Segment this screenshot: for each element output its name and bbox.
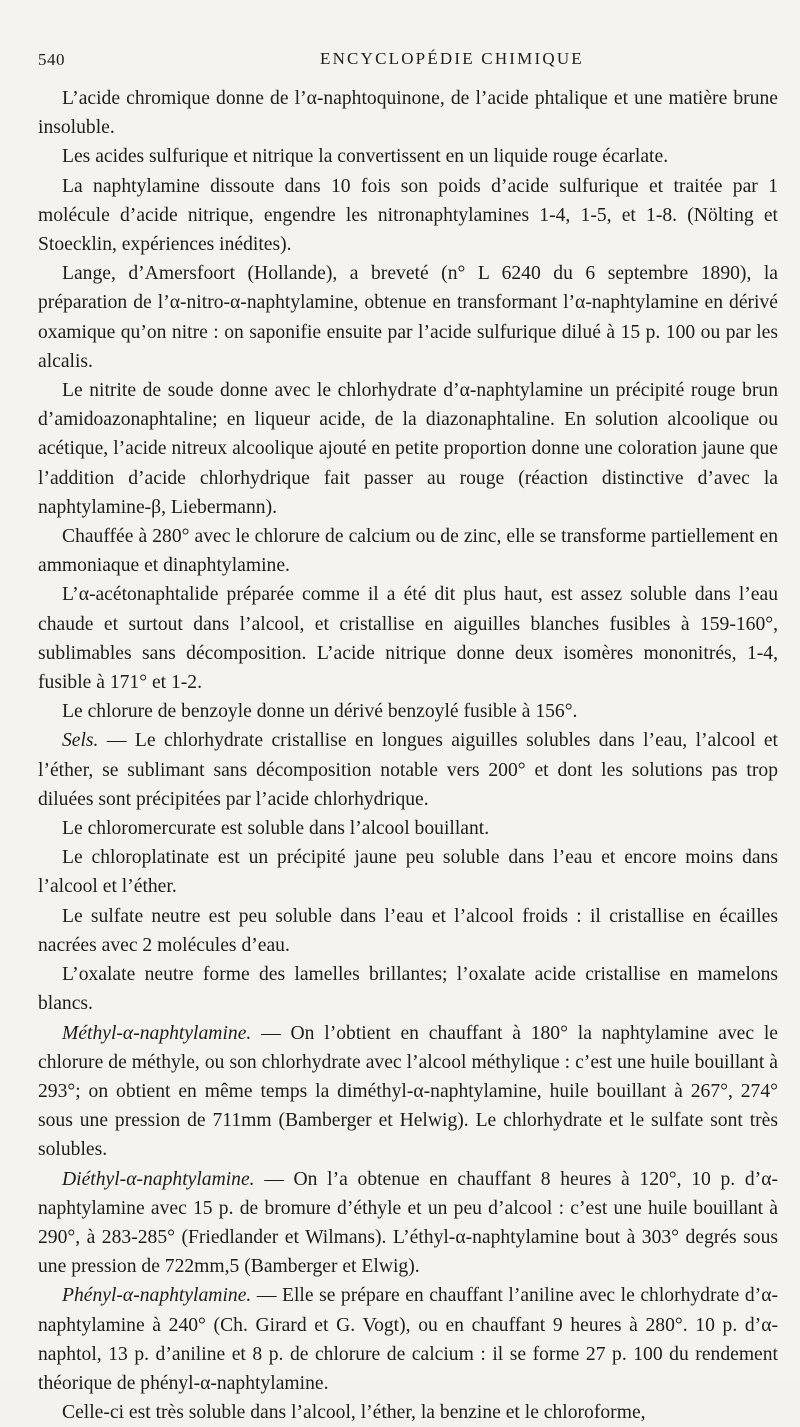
body-text bbox=[38, 84, 778, 1427]
paragraph bbox=[38, 843, 778, 901]
paragraph bbox=[38, 1398, 778, 1427]
paragraph-text: Celle-ci est très soluble dans l’alcool, l’éther, la benzine et le chloroforme, bbox=[62, 1402, 646, 1424]
paragraph-text: Le chloroplatinate est un précipité jaune peu soluble dans l’eau et encore moins dans l’alcool et l’éther. bbox=[38, 847, 778, 898]
paragraph-text: Le nitrite de soude donne avec le chlorhydrate d’α-naphtylamine un précipité rouge brun d’amidoazonaphtaline; en liqueur acide, de la diazonaphtaline. En solution alcoolique ou acétique, l’acide nitreux alcoolique ajouté en petite proportion donne une coloration jaune que l’addition d’acide chlorhydrique fait passer au rouge (réaction distinctive d’avec la naphtylamine-β, Liebermann). bbox=[38, 380, 778, 518]
paragraph-text: Les acides sulfurique et nitrique la convertissent en un liquide rouge écarlate. bbox=[62, 146, 669, 168]
running-head: ENCYCLOPÉDIE CHIMIQUE bbox=[320, 49, 584, 68]
paragraph bbox=[38, 522, 778, 580]
paragraph bbox=[38, 172, 778, 260]
paragraph bbox=[38, 697, 778, 726]
paragraph bbox=[38, 580, 778, 697]
paragraph bbox=[38, 376, 778, 522]
paragraph-text: Le sulfate neutre est peu soluble dans l’eau et l’alcool froids : il cristallise en écailles nacrées avec 2 molécules d’eau. bbox=[38, 905, 778, 956]
paragraph bbox=[38, 960, 778, 1018]
page-number: 540 bbox=[38, 50, 65, 69]
paragraph-text: Lange, d’Amersfoort (Hollande), a breveté (n° L 6240 du 6 septembre 1890), la préparation de l’α-nitro-α-naphtylamine, obtenue en transformant l’α-naphtylamine en dérivé oxamique qu’on nitre : on saponifie ensuite par l’acide sulfurique dilué à 15 p. 100 ou par les alcalis. bbox=[38, 263, 778, 372]
paragraph-text: L’α-acétonaphtalide préparée comme il a été dit plus haut, est assez soluble dans l’eau chaude et surtout dans l’alcool, et cristallise en aiguilles blanches fusibles à 159-160°, sublimables sans décomposition. L’acide nitrique donne deux isomères mononitrés, 1-4, fusible à 171° et 1-2. bbox=[38, 584, 778, 694]
paragraph-text: — Elle se prépare en chauffant l’aniline avec le chlorhydrate d’α-naphtylamine à 240° (Ch. Girard et G. Vogt), ou en chauffant 9 heures à 280°. 10 p. d’α-naphtol, 13 p. d’aniline et 8 p. de chlorure de calcium : il se forme 27 p. 100 du rendement théorique de phényl-α-naphtylamine. bbox=[38, 1285, 778, 1394]
paragraph-diethyl bbox=[38, 1165, 778, 1282]
paragraph bbox=[38, 142, 778, 171]
paragraph-text: Chauffée à 280° avec le chlorure de calcium ou de zinc, elle se transforme partiellement en ammoniaque et dinaphtylamine. bbox=[38, 526, 778, 577]
paragraph bbox=[38, 84, 778, 142]
paragraph-text: — On l’obtient en chauffant à 180° la naphtylamine avec le chlorure de méthyle, ou son chlorhydrate avec l’alcool méthylique : c’est une huile bouillant à 293°; on obtient en même temps la diméthyl-α-naphtylamine, huile bouillant à 267°, 274° sous une pression de 711mm (Bamberger et Helwig). Le chlorhydrate et le sulfate sont très solubles. bbox=[38, 1022, 778, 1161]
paragraph bbox=[38, 814, 778, 843]
paragraph-text: — On l’a obtenue en chauffant 8 heures à 120°, 10 p. d’α-naphtylamine avec 15 p. de bromure d’éthyle et un peu d’alcool : c’est une huile bouillant à 290°, à 283-285° (Friedlander et Wilmans). L’éthyl-α-naphtylamine bout à 303° degrés sous une pression de 722mm,5 (Bamberger et Elwig). bbox=[38, 1168, 778, 1278]
paragraph-text: — Le chlorhydrate cristallise en longues aiguilles solubles dans l’eau, l’alcool et l’éther, se sublimant sans décomposition notable vers 200° et dont les solutions pas trop diluées sont précipitées par l’acide chlorhydrique. bbox=[38, 730, 778, 810]
paragraph bbox=[38, 902, 778, 960]
section-lead-phenyl: Phényl-α-naphtylamine. bbox=[62, 1285, 252, 1307]
section-lead-diethyl: Diéthyl-α-naphtylamine. bbox=[62, 1168, 255, 1190]
paragraph-methyl bbox=[38, 1019, 778, 1165]
paragraph-text: L’acide chromique donne de l’α-naphtoquinone, de l’acide phtalique et une matière brune insoluble. bbox=[38, 88, 778, 139]
paragraph-text: La naphtylamine dissoute dans 10 fois son poids d’acide sulfurique et traitée par 1 molécule d’acide nitrique, engendre les nitronaphtylamines 1-4, 1-5, et 1-8. (Nölting et Stoecklin, expériences inédites). bbox=[38, 175, 778, 256]
paragraph bbox=[38, 259, 778, 376]
paragraph-text: Le chlorure de benzoyle donne un dérivé benzoylé fusible à 156°. bbox=[62, 701, 578, 723]
page-header bbox=[38, 44, 778, 74]
paragraph-sels bbox=[38, 726, 778, 814]
paragraph-text: L’oxalate neutre forme des lamelles brillantes; l’oxalate acide cristallise en mamelons blancs. bbox=[38, 964, 778, 1015]
section-lead-sels: Sels. bbox=[62, 730, 99, 752]
section-lead-methyl: Méthyl-α-naphtylamine. bbox=[62, 1022, 252, 1044]
paragraph-text: Le chloromercurate est soluble dans l’alcool bouillant. bbox=[62, 818, 490, 840]
